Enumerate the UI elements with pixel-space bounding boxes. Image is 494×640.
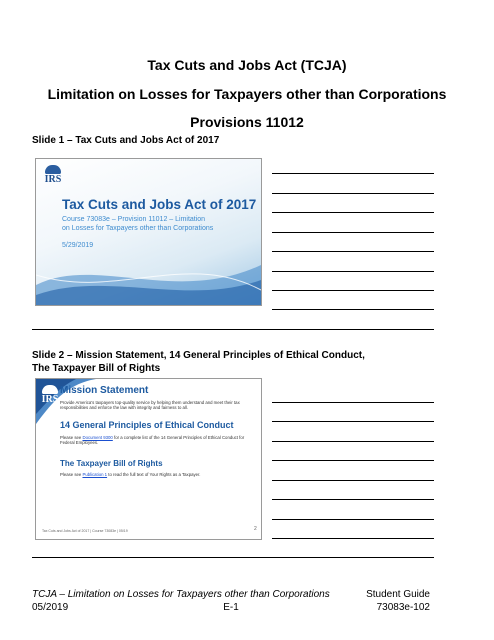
slide1-subtitle-line2: on Losses for Taxpayers other than Corporations	[62, 225, 214, 232]
note-line	[272, 212, 434, 213]
rights-title: The Taxpayer Bill of Rights	[60, 459, 163, 468]
slide2-thumbnail	[35, 378, 262, 540]
note-line	[272, 499, 434, 500]
note-line	[272, 271, 434, 272]
note-line	[272, 460, 434, 461]
document-9300-link[interactable]: Document 9300	[82, 435, 113, 440]
note-line-full	[32, 557, 434, 558]
note-line	[272, 232, 434, 233]
note-line-full	[32, 329, 434, 330]
note-line	[272, 538, 434, 539]
eagle-icon	[42, 385, 58, 394]
wave-decoration	[36, 245, 261, 305]
note-line	[272, 251, 434, 252]
slide2-page-number: 2	[254, 526, 257, 532]
irs-logo	[39, 385, 61, 405]
mission-text: Provide America's taxpayers top-quality service by helping them understand and meet their tax responsibilities and enforce the law with integrity and fairness to all.	[60, 400, 240, 411]
document-title-line1: Tax Cuts and Jobs Act (TCJA)	[147, 57, 347, 73]
document-title-line2: Limitation on Losses for Taxpayers other than Corporations	[47, 86, 447, 102]
footer-date: 05/2019	[32, 602, 69, 613]
note-line	[272, 441, 434, 442]
rights-text-post: to read the full text of Your Rights as a Taxpayer.	[107, 472, 201, 477]
footer-page-number: E-1	[223, 602, 239, 613]
document-title-line3: Provisions 11012	[190, 114, 304, 130]
slide1-subtitle-line1: Course 73083e – Provision 11012 – Limitation	[62, 216, 206, 223]
note-line	[272, 402, 434, 403]
footer-guide-label: Student Guide	[366, 589, 430, 600]
rights-text	[60, 472, 250, 477]
note-line	[272, 309, 434, 310]
eagle-icon	[45, 165, 61, 174]
footer-course-number: 73083e-102	[376, 602, 430, 613]
ethics-text	[60, 435, 250, 446]
note-line	[272, 480, 434, 481]
irs-logo-text: IRS	[41, 394, 59, 405]
note-line	[272, 519, 434, 520]
footer-row-2	[32, 602, 430, 615]
note-line	[272, 421, 434, 422]
rights-text-pre: Please see	[60, 472, 83, 477]
irs-logo	[42, 165, 64, 185]
mission-title: Mission Statement	[60, 385, 149, 396]
footer-row-1	[32, 589, 430, 602]
slide2-heading-line1: Slide 2 – Mission Statement, 14 General Principles of Ethical Conduct,	[32, 350, 365, 361]
publication-1-link[interactable]: Publication 1	[82, 472, 108, 477]
ethics-text-post: for a complete list of the 14 General Principles of Ethical Conduct for Federal Employees.	[60, 435, 245, 446]
note-line	[272, 193, 434, 194]
ethics-text-pre: Please see	[60, 435, 83, 440]
slide1-thumbnail	[35, 158, 262, 306]
note-line	[272, 173, 434, 174]
slide1-title: Tax Cuts and Jobs Act of 2017	[62, 197, 257, 212]
footer-course-title: TCJA – Limitation on Losses for Taxpayers other than Corporations	[32, 589, 330, 600]
slide1-date: 5/29/2019	[62, 242, 94, 249]
slide1-heading: Slide 1 – Tax Cuts and Jobs Act of 2017	[32, 135, 220, 146]
slide2-heading-line2: The Taxpayer Bill of Rights	[32, 363, 161, 374]
note-line	[272, 290, 434, 291]
irs-logo-text: IRS	[44, 174, 62, 185]
ethics-title: 14 General Principles of Ethical Conduct	[60, 420, 234, 430]
slide2-footer-text: Tax Cuts and Jobs Act of 2017 | Course 73083e | 05/19	[42, 529, 128, 533]
